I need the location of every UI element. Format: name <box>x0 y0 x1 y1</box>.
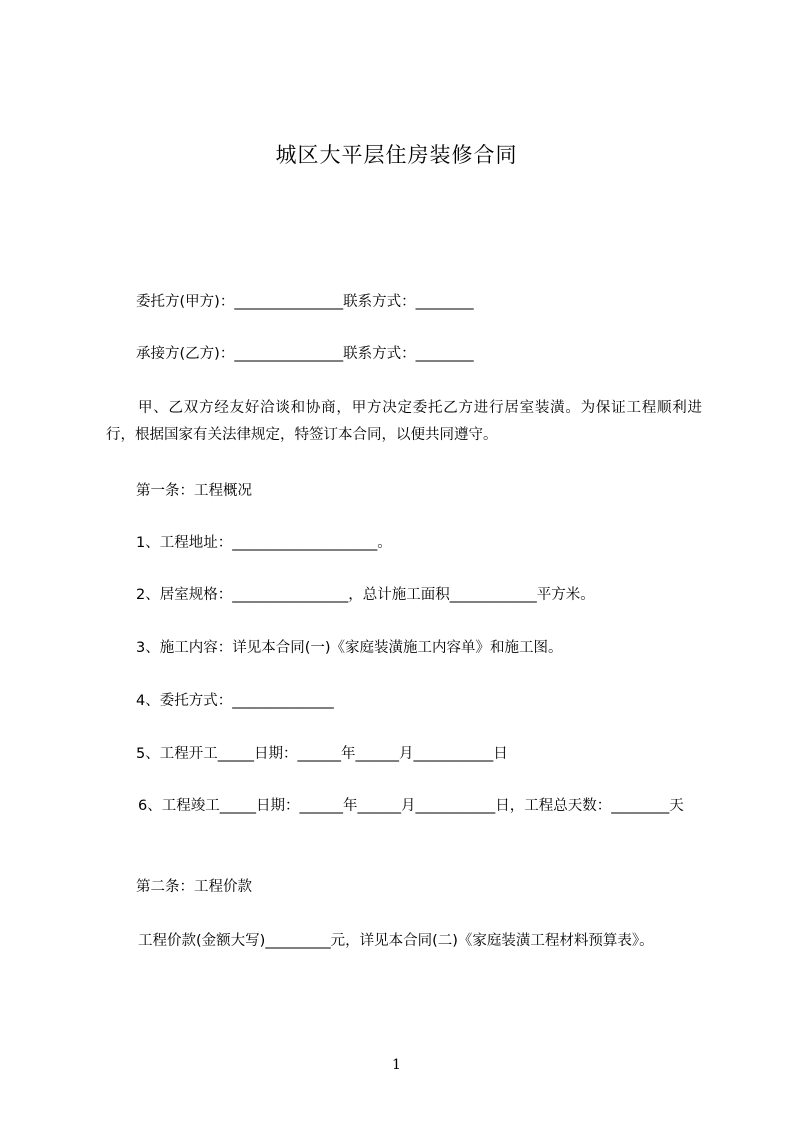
item-6-completion-date: 6、工程竣工_____日期：______年______月___________日，工程总天数：________天 <box>138 798 684 814</box>
intro-paragraph: 甲、乙双方经友好洽谈和协商，甲方决定委托乙方进行居室装潢。为保证工程顺利进行，根据国家有关法律规定，特签订本合同，以便共同遵守。 <box>106 400 702 443</box>
document-title: 城区大平层住房装修合同 <box>275 143 518 167</box>
item-1-project-address: 1、工程地址：____________________。 <box>136 535 392 551</box>
party-a-line: 委托方(甲方)：_______________联系方式：________ <box>136 294 474 310</box>
item-4-commission-method: 4、委托方式：______________ <box>136 693 334 709</box>
item-3-construction-content: 3、施工内容：详见本合同(一)《家庭装潢施工内容单》和施工图。 <box>136 640 563 656</box>
item-5-start-date: 5、工程开工_____日期：______年______月___________日 <box>136 746 508 762</box>
party-b-line: 承接方(乙方)：_______________联系方式：________ <box>136 346 474 362</box>
price-paragraph: 工程价款(金额大写)_________元，详见本合同(二)《家庭装潢工程材料预算表》。 <box>138 933 654 949</box>
article-2-heading: 第二条：工程价款 <box>136 879 252 895</box>
article-1-heading: 第一条：工程概况 <box>136 483 252 499</box>
page-number: 1 <box>392 1057 401 1073</box>
item-2-room-spec: 2、居室规格：________________，总计施工面积____________平方米。 <box>136 587 595 603</box>
